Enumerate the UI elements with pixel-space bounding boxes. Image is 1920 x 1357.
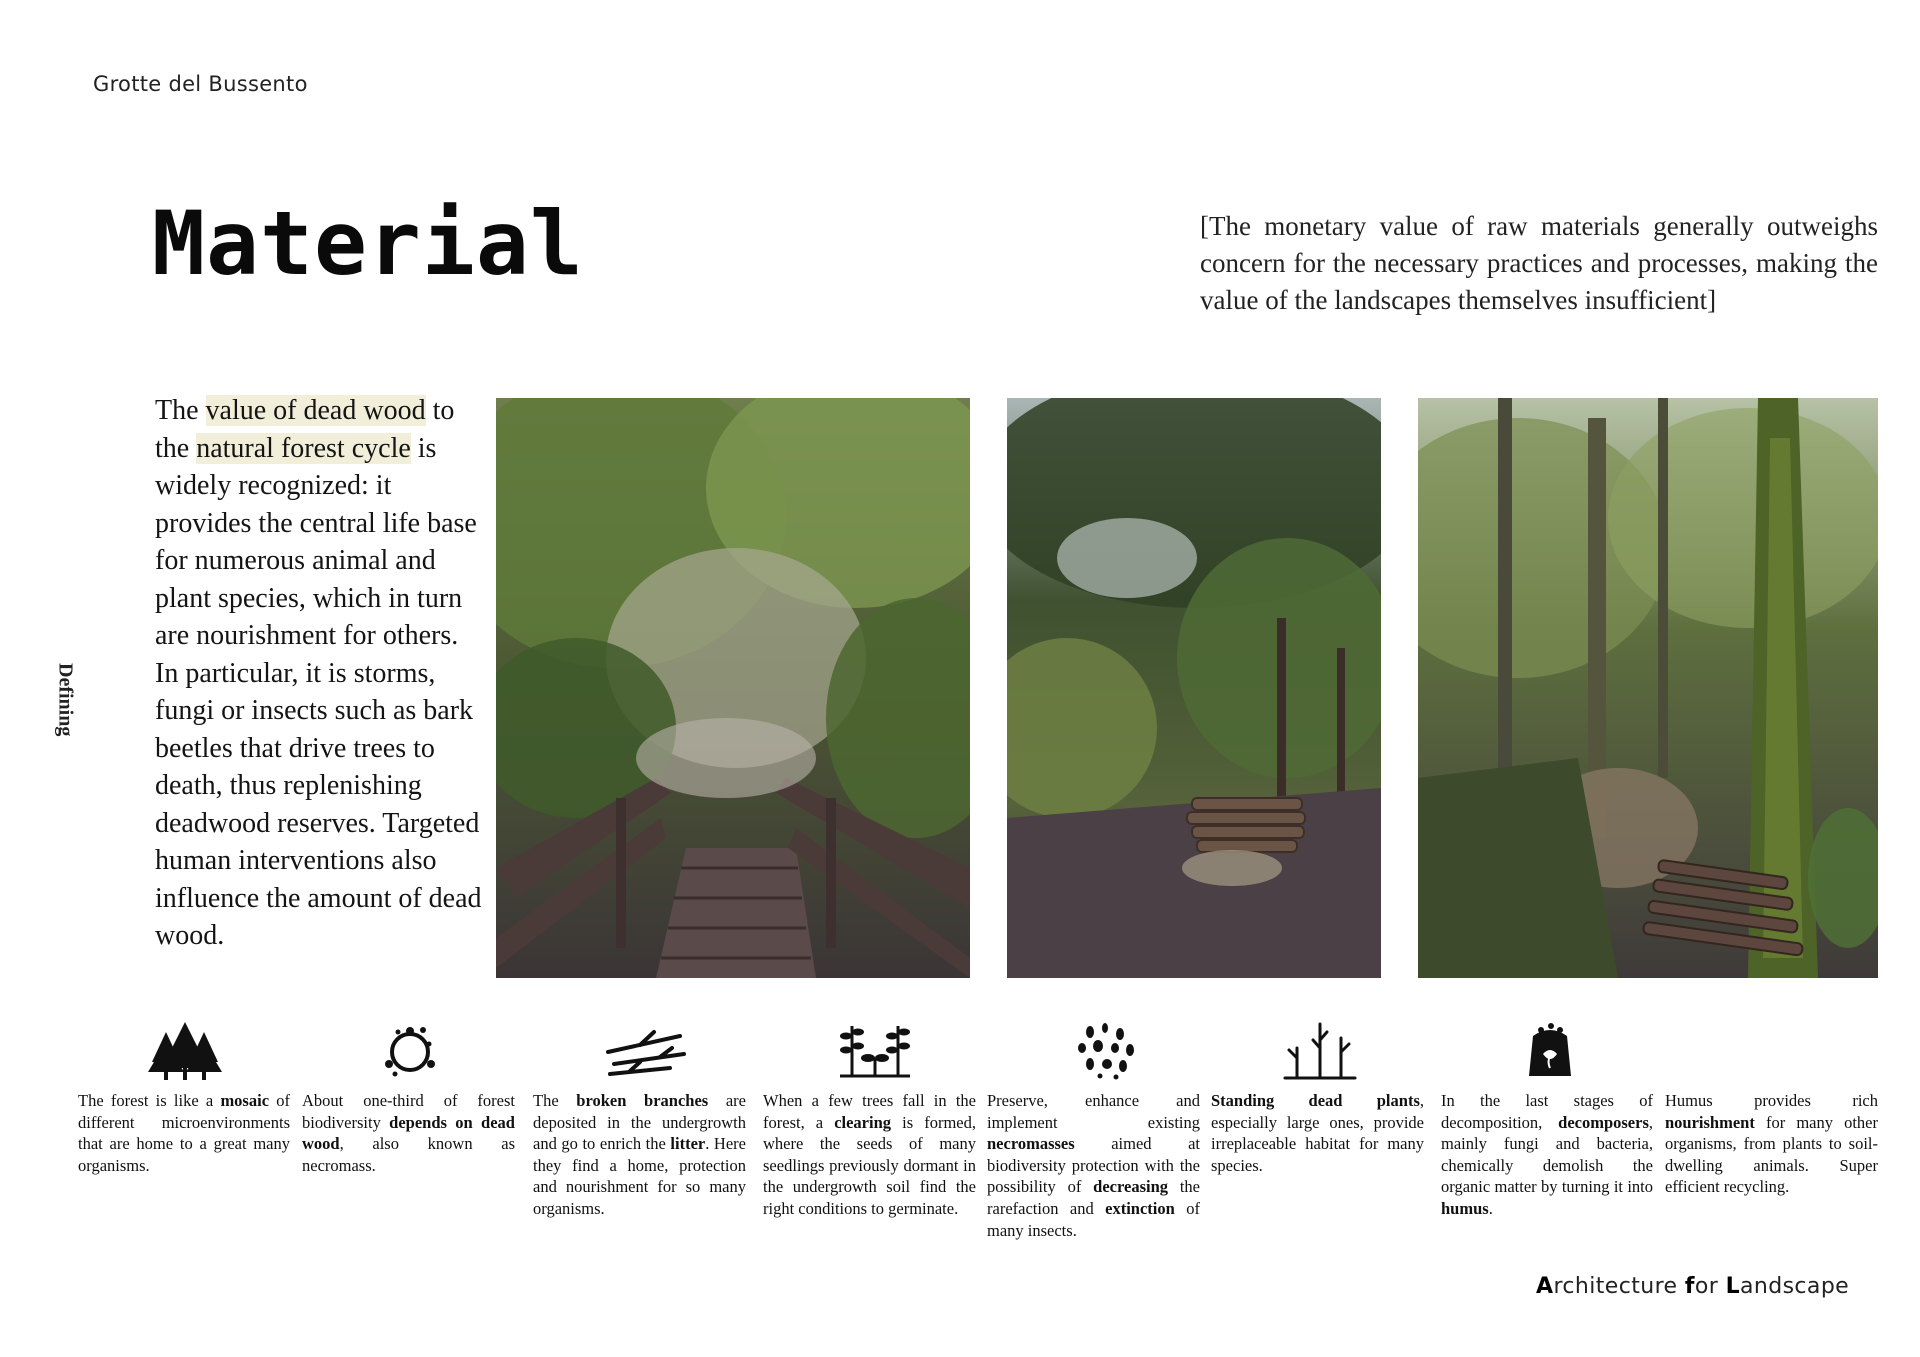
caption-text: of different microenvironments that are home to a great many organisms.	[78, 1091, 290, 1175]
photo-woodland-log-pile	[1007, 398, 1381, 978]
caption-humus	[1665, 1090, 1878, 1198]
caption-bold: decomposers	[1558, 1112, 1649, 1132]
intro-text-1: The	[155, 395, 206, 426]
intro-paragraph	[155, 392, 485, 955]
intro-text-3: is widely recognized: it provides the central life base for numerous animal and plant species, which in turn are nourishment for others. In particular, it is storms, fungi or insects such as bark beetles that drive trees to death, thus replenishing deadwood reserves. Targeted human interventions also influence the amount of dead wood.	[155, 432, 482, 951]
intro-highlight-dead-wood: value of dead wood	[205, 395, 426, 426]
caption-text: are deposited in the undergrowth and go to enrich the	[533, 1091, 746, 1154]
caption-text: , especially large ones, provide irreplaceable habitat for many species.	[1211, 1091, 1424, 1175]
header-label: Grotte del Bussento	[93, 72, 308, 96]
caption-text: . Here they find a home, protection and nourishment for so many organisms.	[533, 1134, 746, 1218]
caption-text: of many insects.	[987, 1198, 1200, 1240]
brand-letter-f: f	[1684, 1274, 1695, 1299]
intro-highlight-forest-cycle: natural forest cycle	[196, 432, 411, 464]
caption-bold: extinction	[1105, 1198, 1175, 1218]
pull-quote: [The monetary value of raw materials generally outweighs concern for the necessary practices and processes, making the value of the landscapes themselves insufficient]	[1200, 211, 1878, 315]
footer-brand	[1536, 1274, 1849, 1299]
caption-text: aimed at biodiversity protection with the possibility of	[987, 1134, 1200, 1197]
caption-bold: depends on dead wood	[302, 1112, 515, 1154]
caption-text: for many other organisms, from plants to soil-dwelling animals. Super efficient recycling.	[1665, 1112, 1878, 1197]
pine-trees-icon	[140, 1018, 230, 1082]
brand-text: rchitecture	[1553, 1274, 1685, 1299]
brand-letter-a: A	[1536, 1274, 1554, 1299]
caption-mosaic	[78, 1090, 290, 1176]
page-title: Material	[152, 192, 584, 295]
caption-text: .	[1488, 1198, 1493, 1218]
caption-bold: mosaic	[220, 1091, 270, 1110]
photo-footbridge	[496, 398, 970, 978]
caption-decomposers	[1441, 1090, 1653, 1220]
caption-text: About one-third of forest biodiversity	[302, 1091, 515, 1132]
caption-text: , also known as necromass.	[302, 1134, 515, 1175]
intro-text-2: to the	[155, 395, 455, 464]
sprouting-seedlings-icon	[830, 1018, 920, 1082]
caption-text: When a few trees fall in the forest, a	[763, 1091, 976, 1132]
caption-bold: decreasing	[1093, 1177, 1169, 1197]
caption-clearing	[763, 1090, 976, 1220]
caption-bold: clearing	[834, 1112, 892, 1132]
caption-standing-dead-plants	[1211, 1090, 1424, 1176]
section-side-label: Defining	[54, 663, 77, 737]
caption-bold: humus	[1441, 1198, 1489, 1218]
caption-bold: litter	[670, 1134, 706, 1154]
caption-necromasses	[987, 1090, 1200, 1241]
caption-text: the rarefaction and	[987, 1177, 1200, 1218]
caption-bold: Standing dead plants	[1211, 1091, 1420, 1110]
humus-sack-icon	[1505, 1018, 1595, 1082]
caption-bold: necromasses	[987, 1134, 1075, 1154]
brand-letter-l: L	[1725, 1274, 1740, 1299]
brand-text: andscape	[1739, 1274, 1850, 1299]
broken-branches-icon	[600, 1018, 690, 1082]
caption-text: The forest is like a	[78, 1091, 221, 1110]
caption-text: The	[533, 1091, 577, 1110]
caption-biodiversity	[302, 1090, 515, 1176]
brand-text: or	[1694, 1274, 1726, 1299]
caption-text: , mainly fungi and bacteria, chemically demolish the organic matter by turning it into	[1441, 1112, 1653, 1197]
caption-text: Preserve, enhance and implement existing	[987, 1091, 1200, 1132]
standing-dead-plants-icon	[1275, 1018, 1365, 1082]
caption-broken-branches	[533, 1090, 746, 1220]
insects-cluster-icon	[1060, 1018, 1150, 1082]
microorganism-ring-icon	[365, 1018, 455, 1082]
caption-text: In the last stages of decomposition,	[1441, 1091, 1653, 1132]
caption-text: Humus provides rich	[1665, 1091, 1878, 1110]
photo-mossy-trees-stream	[1418, 398, 1878, 978]
caption-text: is formed, where the seeds of many seedlings previously dormant in the undergrowth soil find the right conditions to germinate.	[763, 1112, 976, 1218]
caption-bold: nourishment	[1665, 1112, 1755, 1132]
caption-bold: broken branches	[576, 1091, 709, 1110]
